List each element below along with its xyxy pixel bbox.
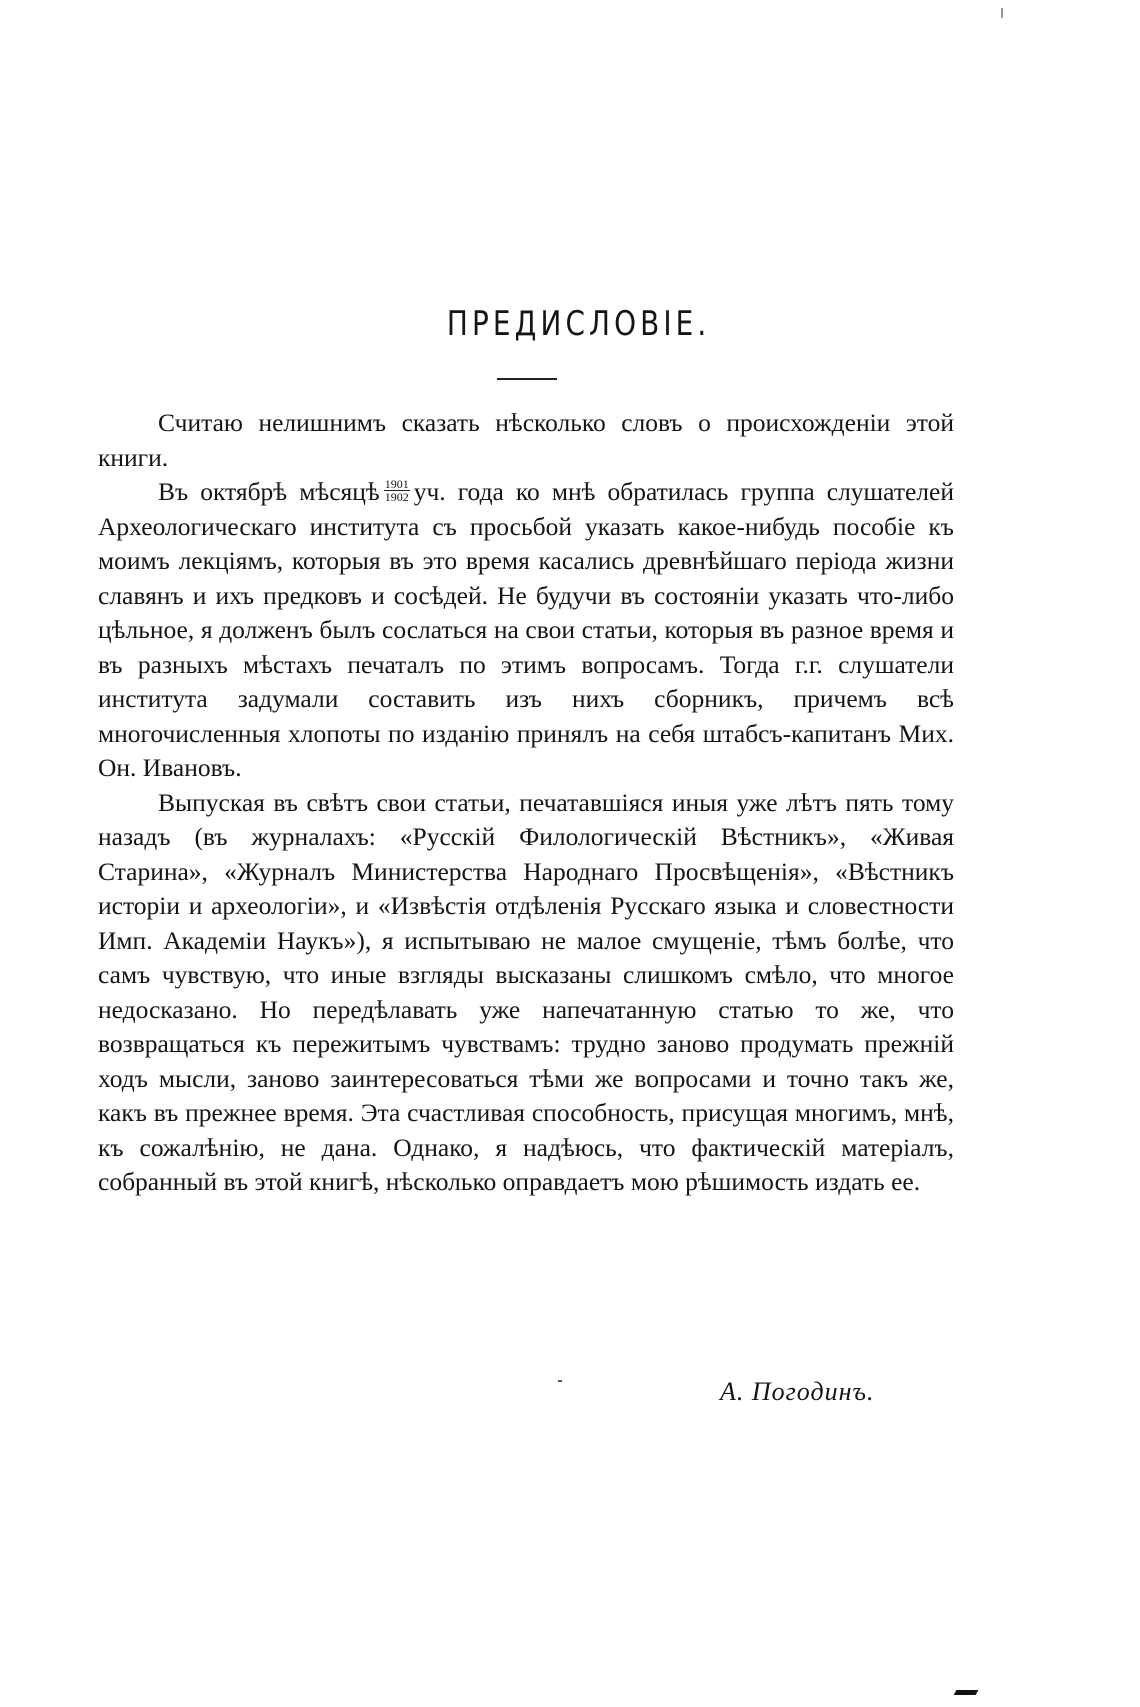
scan-corner-mark — [954, 1690, 979, 1695]
paragraph-1: Считаю нелишнимъ сказать нѣсколько словъ о происхожденіи этой книги. — [98, 408, 954, 472]
paragraph-2 — [98, 475, 954, 786]
scan-dot — [558, 1380, 562, 1382]
page-title: ПРЕДИСЛОВІЕ. — [446, 304, 711, 344]
academic-year-fraction — [384, 478, 410, 503]
title-divider — [497, 378, 557, 380]
scan-speck — [1001, 8, 1003, 18]
fraction-denominator: 1902 — [384, 489, 409, 504]
fraction-numerator: 1901 — [384, 476, 409, 491]
paragraph-2-start: Въ октябрѣ мѣсяцѣ — [158, 477, 380, 506]
paragraph-2-rest: уч. года ко мнѣ обратилась группа слушателей Археологическаго института съ просьбой указать какое-нибудь пособіе къ моимъ лекціямъ, которыя въ это время касались древнѣйшаго періода жизни славянъ и ихъ предковъ и сосѣдей. Не будучи въ состояніи указать что-либо цѣльное, я долженъ былъ сослаться на свои статьи, которыя въ разное время и въ разныхъ мѣстахъ печаталъ по этимъ вопросамъ. Тогда г.г. слушатели института задумали составить изъ нихъ сборникъ, причемъ всѣ многочисленныя хлопоты по изданію принялъ на себя штабсъ-капитанъ Мих. Он. Ивановъ. — [98, 477, 954, 782]
preface-body — [98, 406, 954, 1200]
paragraph-3: Выпуская въ свѣтъ свои статьи, печатавшіяся иныя уже лѣтъ пять тому назадъ (въ журналахъ: «Русскій Филологическій Вѣстникъ», «Живая Старина», «Журналъ Министерства Народнаго Просвѣщенія», «Вѣстникъ исторіи и археологіи», и «Извѣстія отдѣленія Русскаго языка и словестности Имп. Академіи Наукъ»), я испытываю не малое смущеніе, тѣмъ болѣе, что самъ чувствую, что иные взгляды высказаны слишкомъ смѣло, что многое недосказано. Но передѣлавать уже напечатанную статью то же, что возвращаться къ пережитымъ чувствамъ: трудно заново продумать прежній ходъ мысли, заново заинтересоваться тѣми же вопросами и точно такъ же, какъ въ прежнее время. Эта счастливая способность, присущая многимъ, мнѣ, къ сожалѣнію, не дана. Однако, я надѣюсь, что фактическій матеріалъ, собранный въ этой книгѣ, нѣсколько оправдаетъ мою рѣшимость издать ее. — [98, 787, 954, 1196]
author-signature: А. Погодинъ. — [720, 1377, 875, 1406]
